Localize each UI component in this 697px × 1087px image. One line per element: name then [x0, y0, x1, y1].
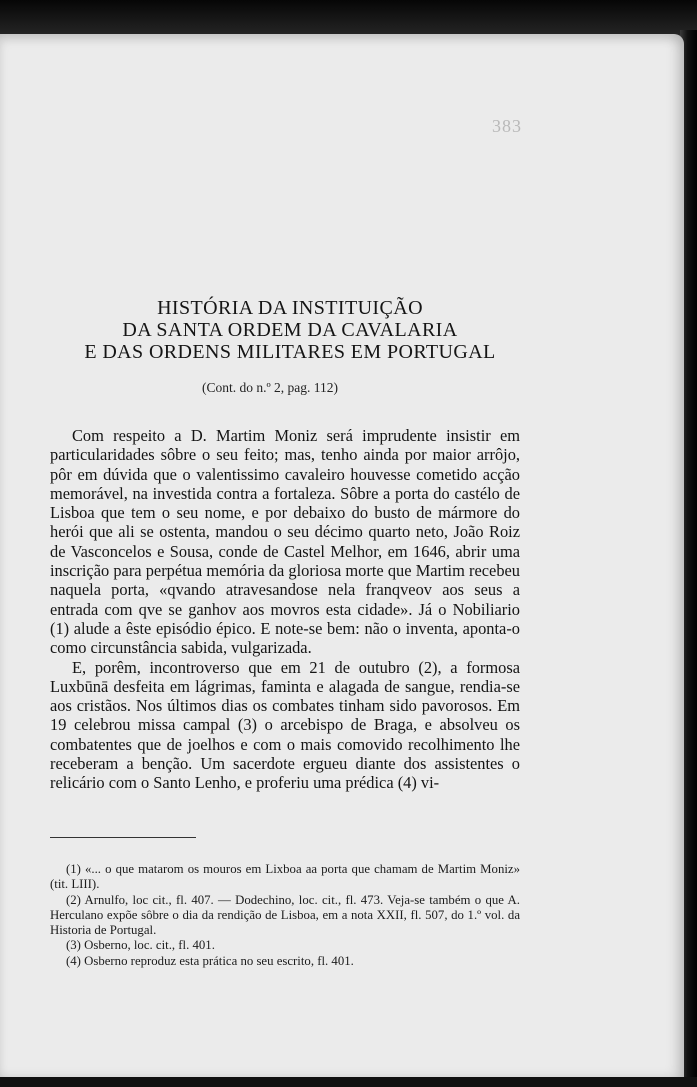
page-number: 383: [492, 116, 522, 136]
title-line-3: E DAS ORDENS MILITARES EM PORTUGAL: [84, 341, 496, 363]
footnote-separator: [50, 837, 196, 838]
title-line-2: DA SANTA ORDEM DA CAVALARIA: [122, 319, 458, 341]
book-bottom-edge: [0, 1077, 697, 1087]
paragraph: Com respeito a D. Martim Moniz será imprudente insistir em particularidades sôbre o seu feito; mas, tenho ainda por maior arrôjo, pôr em dúvida que o valentissimo cavaleiro houvesse cometido acção memorável, na investida contra a fortaleza. Sôbre a porta do castélo de Lisboa que tem o seu nome, e por debaixo do busto de mármore do herói que ali se ostenta, mandou o seu décimo quarto neto, João Roiz de Vasconcelos e Sousa, conde de Castel Melhor, em 1646, abrir uma inscrição para perpétua memória da gloriosa morte que Martim recebeu naquela porta, «qvando atravesandose nela franqveov aos seus a entrada com qve se ganhov aos movros esta cidade». Já o Nobiliario (1) alude a êste episódio épico. E note-se bem: não o inventa, aponta-o como circunstância sabida, vulgarizada.: [50, 426, 520, 658]
footnote: (3) Osberno, loc. cit., fl. 401.: [66, 938, 215, 953]
title-line-1: HISTÓRIA DA INSTITUIÇÃO: [157, 297, 423, 319]
continuation-note: (Cont. do n.º 2, pag. 112): [202, 380, 339, 395]
footnote: (2) Arnulfo, loc cit., fl. 407. — Dodechino, loc. cit., fl. 473. Veja-se também o que A. Herculano expõe sôbre o dia da rendição de Lisboa, em a nota XXII, fl. 507, do 1.º vol. da Historia de Portugal.: [50, 892, 520, 938]
paragraph: E, porêm, incontroverso que em 21 de outubro (2), a formosa Luxbūnā desfeita em lágrimas, faminta e alagada de sangue, rendia-se aos cristãos. Nos últimos dias os combates tinham sido pavorosos. Em 19 celebrou missa campal (3) o arcebispo de Braga, e absolveu os combatentes que de joelhos e com o mais comovido recolhimento lhe receberam a benção. Um sacerdote ergueu diante dos assistentes o relicário com o Santo Lenho, e proferiu uma prédica (4) vi-: [50, 657, 520, 793]
footnote: (1) «... o que matarom os mouros em Lixboa aa porta que chamam de Martim Moniz» (tit. LIII).: [50, 862, 520, 892]
body-text: [50, 426, 520, 793]
book-page: [0, 34, 684, 1079]
footnotes: [50, 862, 520, 969]
footnote: (4) Osberno reproduz esta prática no seu escrito, fl. 401.: [66, 953, 354, 968]
